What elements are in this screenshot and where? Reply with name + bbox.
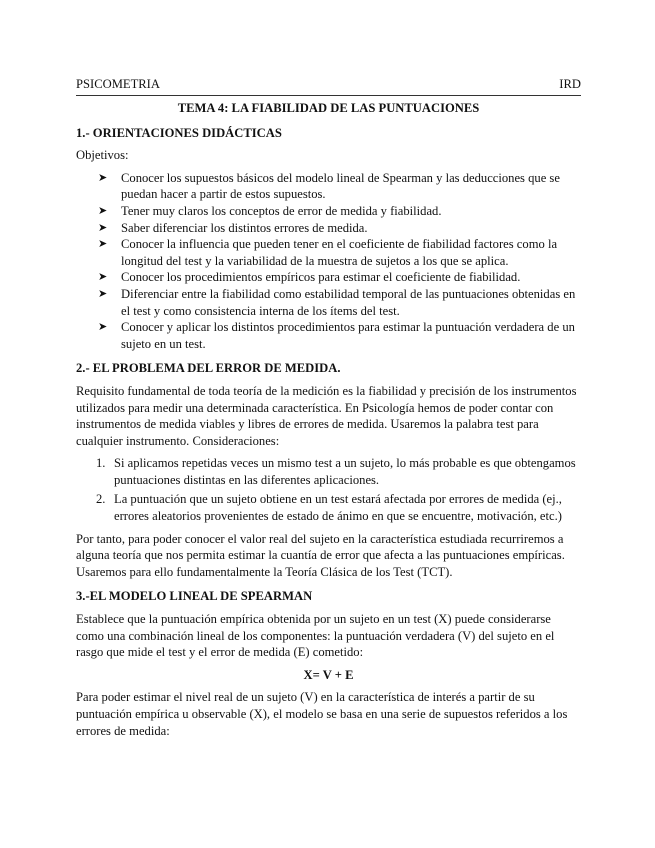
spearman-formula: X= V + E — [303, 667, 354, 682]
list-item: ➤ Conocer los procedimientos empíricos para estimar el coeficiente de fiabilidad. — [98, 270, 521, 285]
arrow-bullet-icon: ➤ — [98, 221, 108, 234]
objectives-list — [76, 170, 581, 353]
list-item: 2. La puntuación que un sujeto obtiene en un test estará afectada por errores de medida (ej., errores aleatorios provenientes de estado de ánimo en que se encuentre, motivación, etc.) — [96, 492, 562, 524]
list-item: ➤ Saber diferenciar los distintos errores de medida. — [98, 220, 368, 235]
arrow-bullet-icon: ➤ — [98, 271, 108, 284]
list-item: ➤ Diferenciar entre la fiabilidad como estabilidad temporal de las puntuaciones obtenidas en el test y como consistencia interna de los ítems del test. — [98, 286, 576, 318]
header-subject: PSICOMETRIA — [76, 77, 160, 91]
arrow-bullet-icon: ➤ — [98, 287, 108, 300]
page-header — [76, 76, 581, 96]
item-number: 1. — [96, 456, 106, 471]
objectives-intro: Objetivos: — [76, 148, 129, 163]
arrow-bullet-icon: ➤ — [98, 204, 108, 217]
list-item: 1. Si aplicamos repetidas veces un mismo test a un sujeto, lo más probable es que obtengamos puntuaciones distintas en las diferentes aplicaciones. — [96, 456, 576, 487]
header-initials: IRD — [559, 77, 581, 91]
document-body — [76, 100, 581, 745]
section-2-paragraph-1: Requisito fundamental de toda teoría de la medición es la fiabilidad y precisión de los instrumentos utilizados para medir una determinada característica. En Psicología hemos de poder contar con instrumentos de medida viables y libres de errores de medida. Usaremos la palabra test para cualquier instrumento. Consideraciones: — [76, 383, 577, 448]
list-item: ➤ Conocer la influencia que pueden tener en el coeficiente de fiabilidad factores como la longitud del test y la variabilidad de la muestra de sujetos a los que se aplica. — [98, 237, 558, 268]
document-title: TEMA 4: LA FIABILIDAD DE LAS PUNTUACIONES — [177, 101, 480, 115]
arrow-bullet-icon: ➤ — [98, 171, 108, 184]
list-item: ➤ Tener muy claros los conceptos de error de medida y fiabilidad. — [98, 203, 442, 218]
section-3-paragraph-1: Establece que la puntuación empírica obtenida por un sujeto en un test (X) puede considerarse como una combinación lineal de los componentes: la puntuación verdadera (V) del sujeto en el rasgo que mide el test y el error de medida (E) cometido: — [76, 612, 555, 660]
list-item: ➤ Conocer los supuestos básicos del modelo lineal de Spearman y las deducciones que se puedan hacer a partir de estos supuestos. — [98, 170, 560, 202]
section-3-heading: 3.-EL MODELO LINEAL DE SPEARMAN — [76, 589, 313, 604]
section-2-heading: 2.- EL PROBLEMA DEL ERROR DE MEDIDA. — [76, 361, 341, 376]
section-3-paragraph-2: Para poder estimar el nivel real de un sujeto (V) en la característica de interés a partir de su puntuación empírica u observable (X), el modelo se basa en una serie de supuestos referidos a los errores de medida: — [76, 690, 568, 738]
item-number: 2. — [96, 492, 106, 507]
considerations-list — [76, 455, 581, 524]
list-item: ➤ Conocer y aplicar los distintos procedimientos para estimar la puntuación verdadera de un sujeto en un test. — [98, 320, 575, 351]
arrow-bullet-icon: ➤ — [98, 238, 108, 251]
section-1-heading: 1.- ORIENTACIONES DIDÁCTICAS — [76, 125, 282, 140]
section-2-paragraph-2: Por tanto, para poder conocer el valor real del sujeto en la característica estudiada recurriremos a alguna teoría que nos permita estimar la cuantía de error que afecta a las puntuaciones empíricas. Usaremos para ello fundamentalmente la Teoría Clásica de los Test (TCT). — [76, 531, 565, 579]
arrow-bullet-icon: ➤ — [98, 321, 108, 334]
